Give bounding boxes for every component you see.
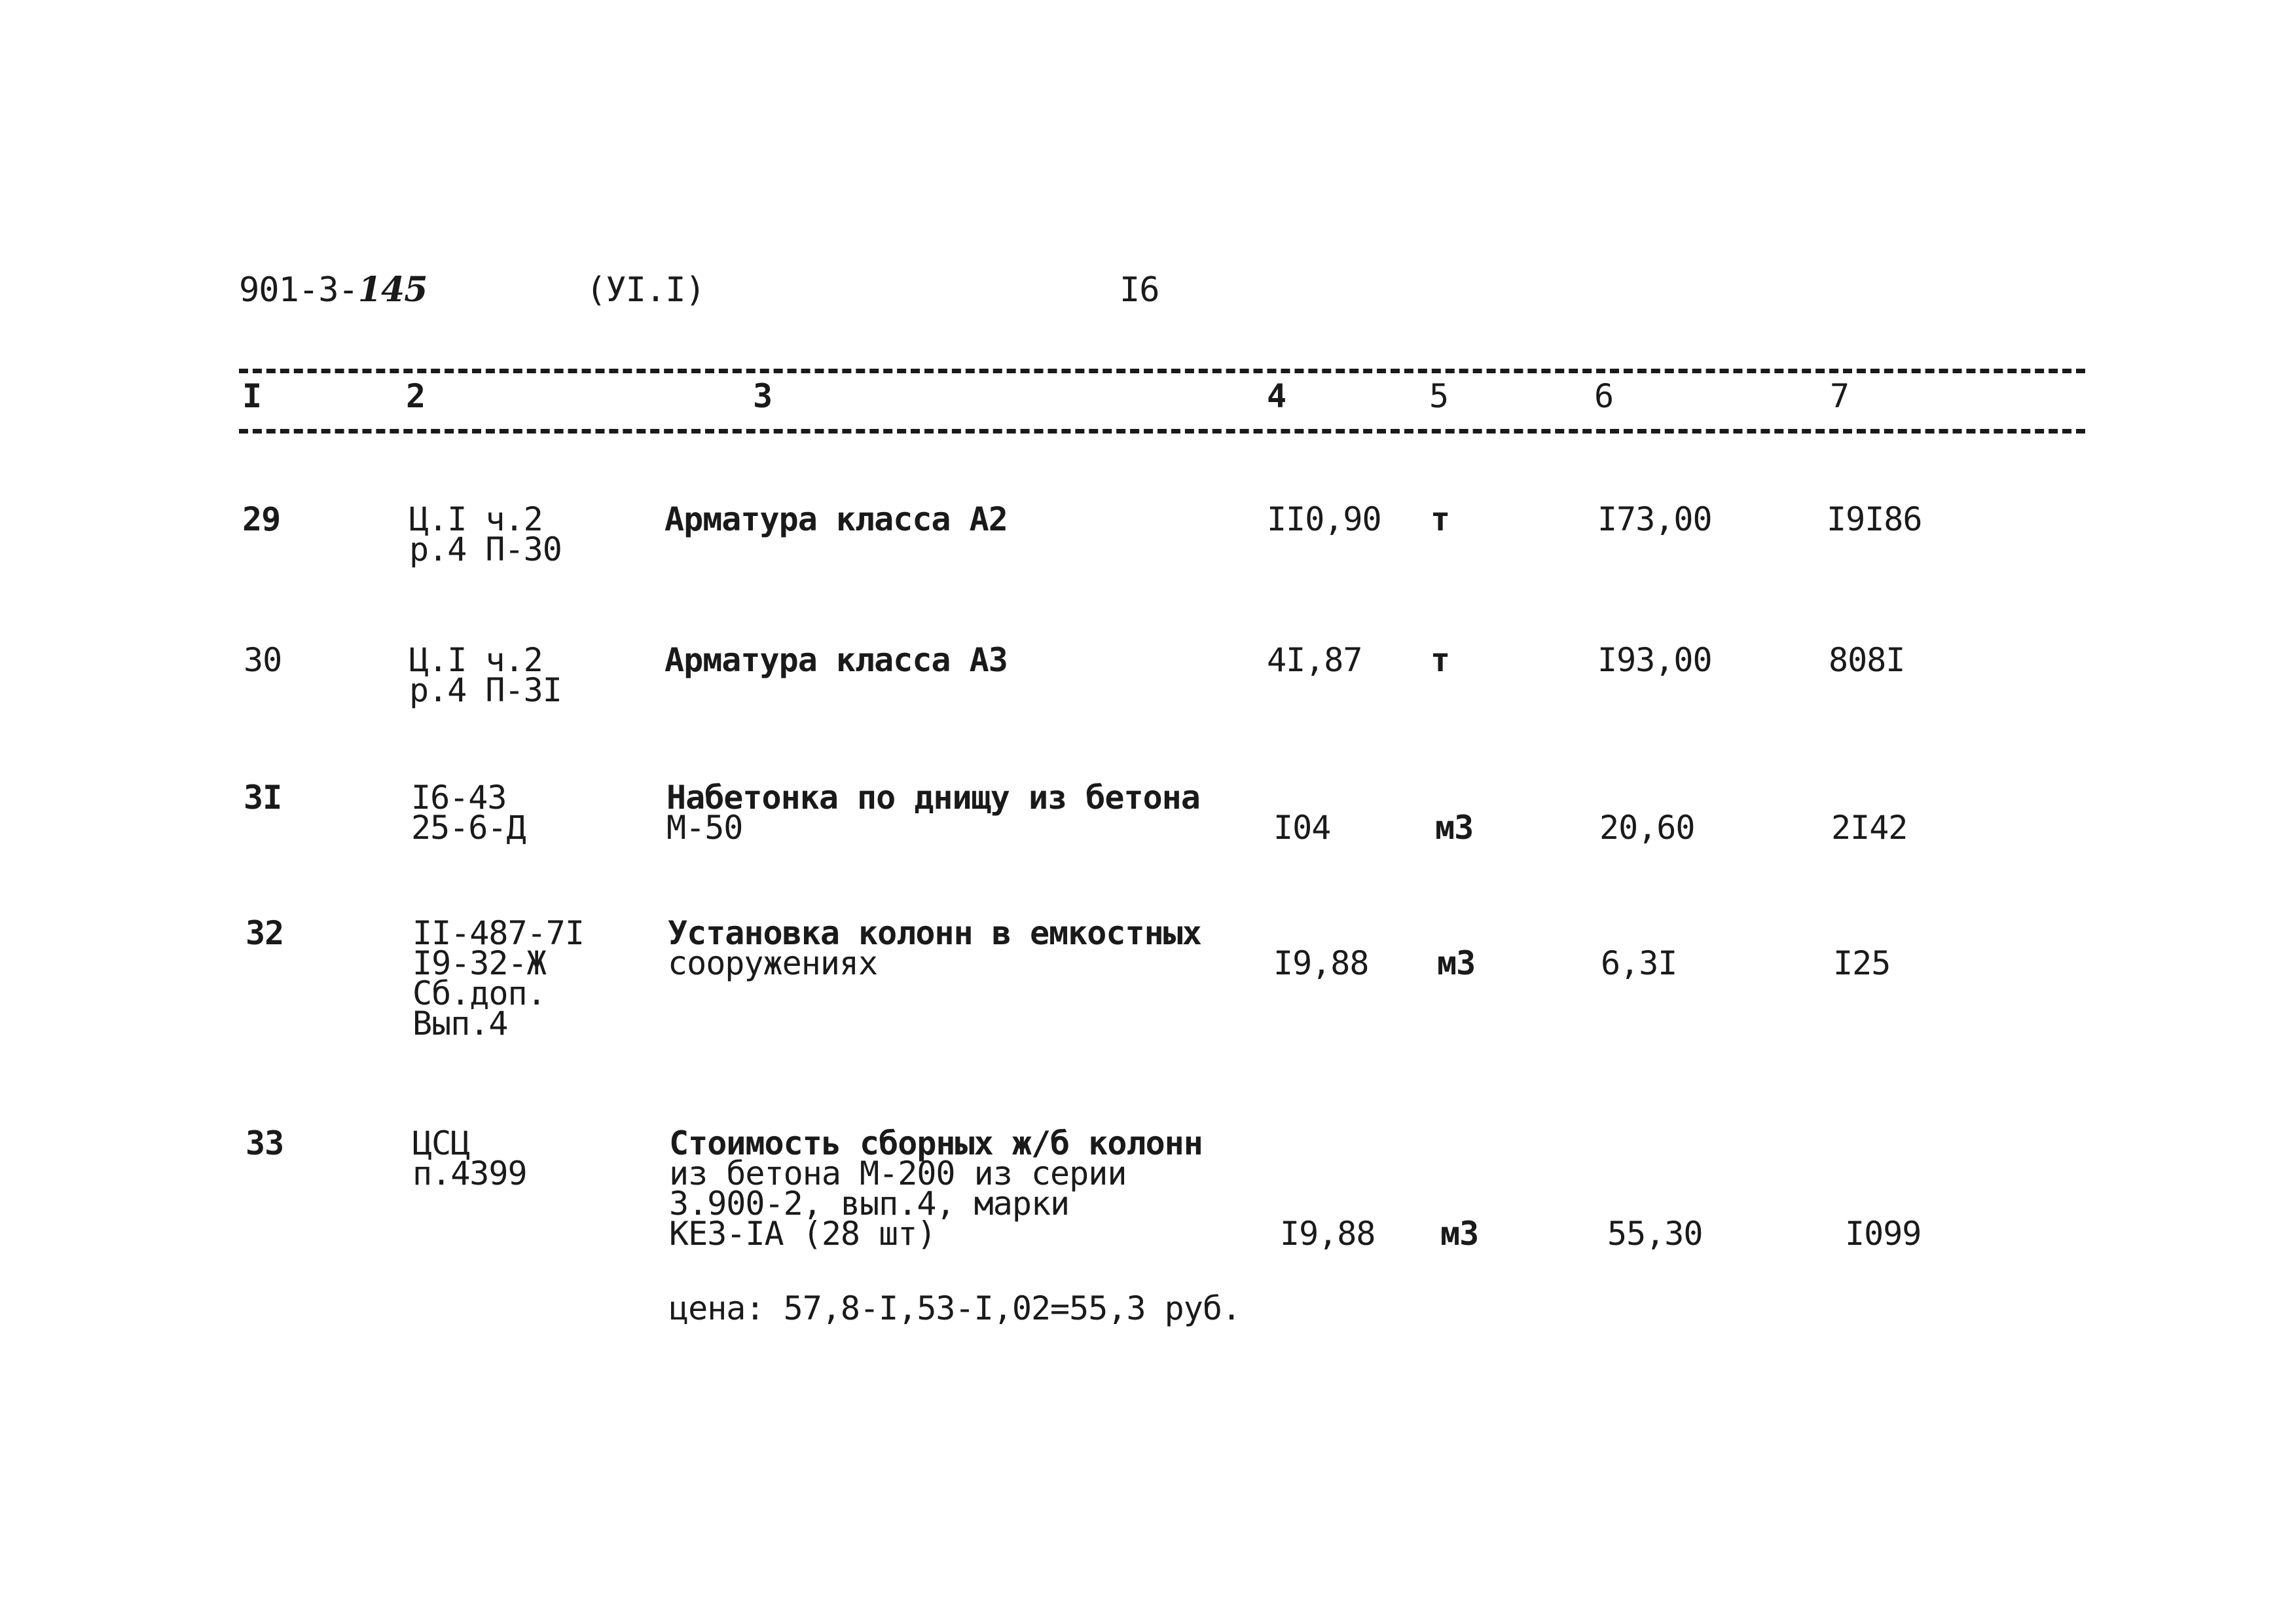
document-code-handwritten: 145 (357, 270, 428, 310)
row-description-line: 3.900-2, вып.4, марки (669, 1185, 1070, 1223)
row-reference-line: п.4399 (412, 1154, 527, 1192)
row-reference-line: Вып.4 (412, 1005, 508, 1043)
row-reference-line: Ц.I ч.2 (409, 500, 543, 538)
row-description-line: Набетонка по днищу из бетона (666, 779, 1200, 817)
row-reference-line: II-487-7I (412, 914, 584, 952)
row-description-line: Арматура класса А3 (665, 641, 1008, 679)
row-description-line: Установка колонн в емкостных (668, 914, 1201, 952)
column-header-6: 6 (1594, 377, 1614, 415)
row-description-line: КЕЗ-IА (28 шт) (669, 1215, 936, 1253)
row-description-line: из бетона М-200 из серии (669, 1154, 1127, 1192)
row-reference-line: р.4 П-3I (409, 671, 562, 709)
row-description-line: Стоимость сборных ж/б колонн (669, 1124, 1203, 1162)
document-code (239, 270, 428, 310)
row-quantity: I9,88 (1280, 1215, 1376, 1253)
row-quantity: I9,88 (1273, 944, 1369, 982)
header-top-rule (239, 369, 2085, 373)
row-price: I73,00 (1597, 500, 1712, 538)
document-code-printed: 901-3- (239, 270, 358, 310)
row-unit: т (1430, 641, 1450, 679)
row-price: I93,00 (1597, 641, 1712, 679)
row-quantity: I04 (1273, 809, 1331, 847)
row-number: 3I (244, 779, 282, 817)
column-header-3: 3 (753, 377, 773, 415)
section-code: (УI.I) (586, 270, 705, 310)
price-note: цена: 57,8-I,53-I,02=55,3 руб. (669, 1289, 1241, 1327)
row-reference-line: I6-43 (411, 779, 507, 817)
row-quantity: II0,90 (1267, 500, 1381, 538)
row-unit: м3 (1437, 944, 1476, 982)
row-number: 32 (246, 914, 284, 952)
row-reference-line: 25-6-Д (411, 809, 526, 847)
row-number: 33 (246, 1124, 284, 1162)
row-reference-line: I9-32-Ж (412, 944, 546, 982)
column-header-1: I (242, 377, 262, 415)
row-price: 6,3I (1601, 944, 1677, 982)
row-description-line: М-50 (666, 809, 743, 847)
row-description-line: Арматура класса А2 (665, 500, 1008, 538)
row-reference-line: р.4 П-30 (409, 530, 562, 568)
row-price: 55,30 (1607, 1215, 1703, 1253)
row-total: 808I (1829, 641, 1905, 679)
row-total: I099 (1845, 1215, 1922, 1253)
row-number: 29 (242, 500, 281, 538)
row-reference-line: Ц.I ч.2 (409, 641, 543, 679)
row-description-line: сооружениях (668, 944, 878, 982)
column-header-5: 5 (1429, 377, 1449, 415)
header-bottom-rule (239, 429, 2085, 434)
row-unit: м3 (1440, 1215, 1479, 1253)
row-quantity: 4I,87 (1267, 641, 1362, 679)
row-unit: м3 (1435, 809, 1474, 847)
row-total: I9I86 (1827, 500, 1922, 538)
row-unit: т (1430, 500, 1450, 538)
column-header-4: 4 (1267, 377, 1286, 415)
row-reference-line: Сб.доп. (412, 974, 546, 1012)
row-reference-line: ЦСЦ (412, 1124, 470, 1162)
row-price: 20,60 (1599, 809, 1695, 847)
page-number: I6 (1120, 270, 1159, 310)
row-total: I25 (1833, 944, 1891, 982)
row-number: 30 (244, 641, 282, 679)
row-total: 2I42 (1831, 809, 1908, 847)
column-header-2: 2 (406, 377, 426, 415)
column-header-7: 7 (1830, 377, 1850, 415)
